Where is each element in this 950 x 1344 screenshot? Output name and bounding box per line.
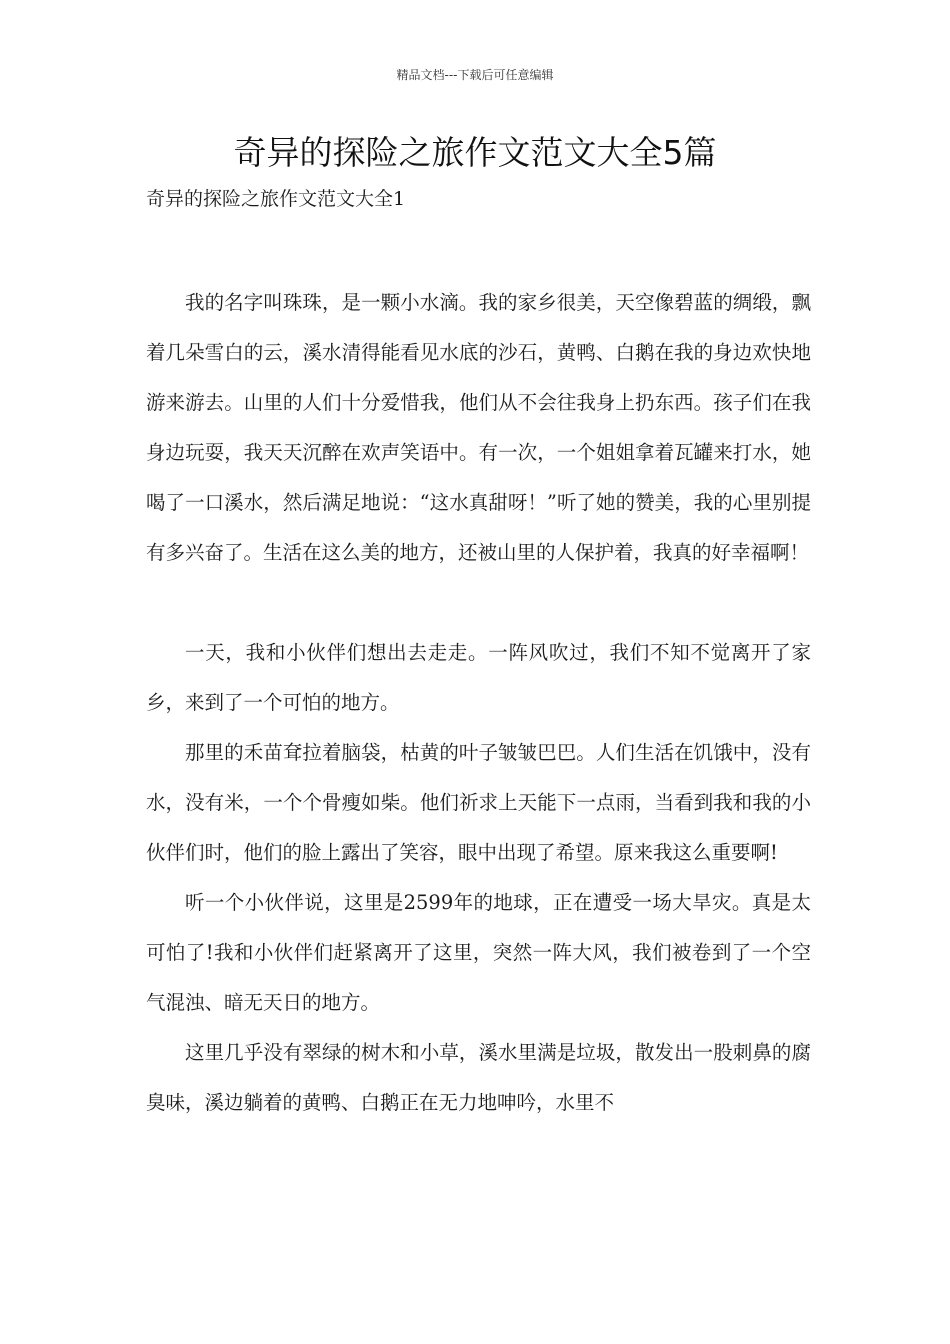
document-subtitle: 奇异的探险之旅作文范文大全1 xyxy=(146,188,406,210)
paragraph-3: 那里的禾苗耷拉着脑袋，枯黄的叶子皱皱巴巴。人们生活在饥饿中，没有水，没有米，一个个骨瘦如柴。他们祈求上天能下一点雨，当看到我和我的小伙伴们时，他们的脸上露出了笑容，眼中出现了希望。原来我这么重要啊! xyxy=(146,741,811,864)
document-body xyxy=(146,278,811,1128)
paragraph-1: 我的名字叫珠珠，是一颗小水滴。我的家乡很美，天空像碧蓝的绸缎，飘着几朵雪白的云，溪水清得能看见水底的沙石，黄鸭、白鹅在我的身边欢快地游来游去。山里的人们十分爱惜我，他们从不会往我身上扔东西。孩子们在我身边玩耍，我天天沉醉在欢声笑语中。有一次，一个姐姐拿着瓦罐来打水，她喝了一口溪水，然后满足地说：“这水真甜呀！”听了她的赞美，我的心里别提有多兴奋了。生活在这么美的地方，还被山里的人保护着，我真的好幸福啊！ xyxy=(146,291,811,564)
paragraph-2: 一天，我和小伙伴们想出去走走。一阵风吹过，我们不知不觉离开了家乡，来到了一个可怕的地方。 xyxy=(146,641,811,714)
page-header: 精品文档---下载后可任意编辑 xyxy=(396,68,554,82)
paragraph-5: 这里几乎没有翠绿的树木和小草，溪水里满是垃圾，散发出一股刺鼻的腐臭味，溪边躺着的黄鸭、白鹅正在无力地呻吟，水里不 xyxy=(146,1041,811,1114)
document-title: 奇异的探险之旅作文范文大全5篇 xyxy=(233,133,717,172)
paragraph-4: 听一个小伙伴说，这里是2599年的地球，正在遭受一场大旱灾。真是太可怕了!我和小伙伴们赶紧离开了这里，突然一阵大风，我们被卷到了一个空气混浊、暗无天日的地方。 xyxy=(146,891,811,1014)
paragraph-spacer xyxy=(146,578,811,628)
